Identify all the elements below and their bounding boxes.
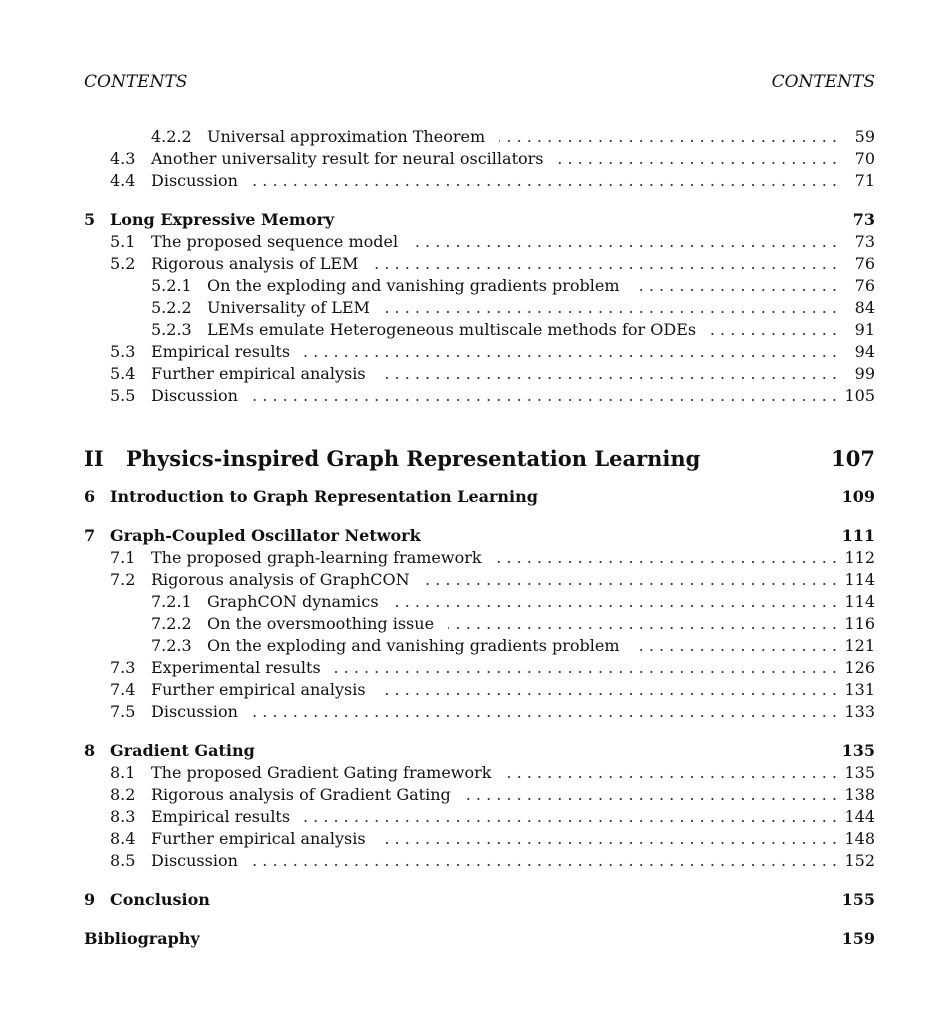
- toc-entry[interactable]: 5.2.3 LEMs emulate Heterogeneous multiscale methods for ODEs . . . 91: [84, 319, 875, 341]
- toc-entry-page: 70: [854, 149, 875, 168]
- leader-dots: [380, 828, 837, 850]
- leader-dots: [710, 319, 837, 341]
- toc-entry[interactable]: 8.3 Empirical results . . . 144: [84, 806, 875, 828]
- toc-bibliography-title: Bibliography: [84, 929, 200, 948]
- toc-chapter[interactable]: 6 Introduction to Graph Representation Learning 109: [84, 487, 875, 506]
- toc-entry-title: Rigorous analysis of LEM: [151, 254, 364, 273]
- toc-entry[interactable]: 7.2.1 GraphCON dynamics . . . 114: [84, 591, 875, 613]
- toc-entry-page: 126: [844, 658, 875, 677]
- toc-chapter-title: Graph-Coupled Oscillator Network: [110, 526, 421, 545]
- toc-entry[interactable]: 7.3 Experimental results . . . 126: [84, 657, 875, 679]
- leader-dots: [252, 850, 837, 872]
- toc-entry[interactable]: 5.5 Discussion . . . 105: [84, 385, 875, 407]
- toc-entry[interactable]: 7.1 The proposed graph-learning framework . . . 112: [84, 547, 875, 569]
- leader-dots: [304, 341, 837, 363]
- toc-entry-title: The proposed sequence model: [151, 232, 404, 251]
- toc-entry-page: 84: [854, 298, 875, 317]
- toc-chapter[interactable]: 9 Conclusion 155: [84, 890, 875, 909]
- toc-entry-title: Further empirical analysis: [151, 680, 372, 699]
- leader-dots: [393, 591, 837, 613]
- table-of-contents: [84, 126, 875, 950]
- toc-entry[interactable]: 7.4 Further empirical analysis . . . 131: [84, 679, 875, 701]
- running-header-left: CONTENTS: [84, 72, 188, 92]
- toc-entry-page: 73: [854, 232, 875, 251]
- toc-entry[interactable]: 4.3 Another universality result for neural oscillators . . . 70: [84, 148, 875, 170]
- toc-entry[interactable]: 7.2.3 On the exploding and vanishing gradients problem . . . 121: [84, 635, 875, 657]
- toc-entry-title: On the oversmoothing issue: [207, 614, 440, 633]
- toc-part-title: Physics-inspired Graph Representation Learning: [126, 446, 701, 471]
- toc-entry-title: Further empirical analysis: [151, 829, 372, 848]
- toc-entry-title: Discussion: [151, 702, 244, 721]
- toc-entry[interactable]: 4.2.2 Universal approximation Theorem . . . 59: [84, 126, 875, 148]
- toc-bibliography[interactable]: [84, 928, 875, 950]
- toc-entry-title: LEMs emulate Heterogeneous multiscale methods for ODEs: [207, 320, 702, 339]
- leader-dots: [384, 297, 837, 319]
- leader-dots: [412, 231, 837, 253]
- toc-entry-title: Rigorous analysis of Gradient Gating: [151, 785, 457, 804]
- toc-entry[interactable]: 7.2 Rigorous analysis of GraphCON . . . 114: [84, 569, 875, 591]
- toc-entry-title: Discussion: [151, 851, 244, 870]
- leader-dots: [499, 126, 837, 148]
- toc-entry-title: On the exploding and vanishing gradients problem: [207, 276, 626, 295]
- toc-part-page: 107: [831, 446, 875, 471]
- toc-entry-page: 76: [854, 254, 875, 273]
- toc-entry-title: GraphCON dynamics: [207, 592, 385, 611]
- toc-chapter-title: Long Expressive Memory: [110, 210, 335, 229]
- leader-dots: [380, 363, 837, 385]
- leader-dots: [372, 253, 837, 275]
- toc-entry-title: Discussion: [151, 171, 244, 190]
- toc-entry-page: 138: [844, 785, 875, 804]
- running-header-right: CONTENTS: [771, 72, 875, 92]
- toc-entry-title: Another universality result for neural oscillators: [151, 149, 550, 168]
- toc-entry-title: Empirical results: [151, 342, 296, 361]
- toc-entry-page: 91: [854, 320, 875, 339]
- toc-entry-page: 112: [844, 548, 875, 567]
- toc-entry-title: The proposed Gradient Gating framework: [151, 763, 497, 782]
- toc-bibliography-page: 159: [841, 929, 875, 948]
- toc-entry-page: 59: [854, 127, 875, 146]
- toc-chapter-title: Gradient Gating: [110, 741, 255, 760]
- toc-entry[interactable]: 4.4 Discussion . . . 71: [84, 170, 875, 192]
- toc-entry-page: 121: [844, 636, 875, 655]
- toc-entry[interactable]: 5.2.1 On the exploding and vanishing gradients problem . . . 76: [84, 275, 875, 297]
- toc-part[interactable]: II Physics-inspired Graph Representation Learning 107: [84, 446, 875, 471]
- toc-chapter-page: 109: [841, 487, 875, 506]
- leader-dots: [465, 784, 837, 806]
- toc-entry-page: 105: [844, 386, 875, 405]
- leader-dots: [634, 275, 837, 297]
- leader-dots: [634, 635, 837, 657]
- toc-chapter-page: 135: [841, 741, 875, 760]
- toc-entry-page: 135: [844, 763, 875, 782]
- toc-entry-title: Universal approximation Theorem: [207, 127, 491, 146]
- leader-dots: [252, 170, 837, 192]
- leader-dots: [505, 762, 837, 784]
- toc-entry-page: 114: [844, 570, 875, 589]
- toc-chapter[interactable]: 8 Gradient Gating 135: [84, 741, 875, 760]
- toc-chapter[interactable]: 5 Long Expressive Memory 73: [84, 210, 875, 229]
- leader-dots: [380, 679, 837, 701]
- toc-entry[interactable]: 8.4 Further empirical analysis . . . 148: [84, 828, 875, 850]
- leader-dots: [496, 547, 837, 569]
- toc-entry-page: 152: [844, 851, 875, 870]
- toc-chapter-title: Introduction to Graph Representation Learning: [110, 487, 538, 506]
- toc-entry-page: 99: [854, 364, 875, 383]
- toc-entry[interactable]: 5.3 Empirical results . . . 94: [84, 341, 875, 363]
- toc-entry-page: 144: [844, 807, 875, 826]
- leader-dots: [335, 657, 837, 679]
- toc-entry[interactable]: 8.1 The proposed Gradient Gating framework . . . 135: [84, 762, 875, 784]
- toc-entry[interactable]: 5.1 The proposed sequence model . . . 73: [84, 231, 875, 253]
- toc-entry-page: 148: [844, 829, 875, 848]
- toc-entry-title: Further empirical analysis: [151, 364, 372, 383]
- toc-chapter[interactable]: 7 Graph-Coupled Oscillator Network 111: [84, 526, 875, 545]
- toc-entry-page: 133: [844, 702, 875, 721]
- toc-entry-title: Empirical results: [151, 807, 296, 826]
- toc-chapter-page: 155: [841, 890, 875, 909]
- toc-entry-page: 114: [844, 592, 875, 611]
- toc-entry-page: 71: [854, 171, 875, 190]
- toc-entry-title: Rigorous analysis of GraphCON: [151, 570, 416, 589]
- toc-entry-page: 94: [854, 342, 875, 361]
- leader-dots: [424, 569, 837, 591]
- leader-dots: [252, 385, 837, 407]
- toc-entry-page: 116: [844, 614, 875, 633]
- toc-chapter-title: Conclusion: [110, 890, 210, 909]
- toc-entry[interactable]: 5.2.2 Universality of LEM . . . 84: [84, 297, 875, 319]
- toc-entry-title: Discussion: [151, 386, 244, 405]
- toc-chapter-page: 73: [852, 210, 875, 229]
- toc-entry[interactable]: 8.2 Rigorous analysis of Gradient Gating . . . 138: [84, 784, 875, 806]
- leader-dots: [448, 613, 837, 635]
- toc-entry-title: On the exploding and vanishing gradients problem: [207, 636, 626, 655]
- toc-entry-title: The proposed graph-learning framework: [151, 548, 488, 567]
- leader-dots: [304, 806, 837, 828]
- leader-dots: [252, 701, 837, 723]
- leader-dots: [558, 148, 837, 170]
- toc-entry[interactable]: 5.4 Further empirical analysis . . . 99: [84, 363, 875, 385]
- toc-chapter-page: 111: [841, 526, 875, 545]
- toc-entry-title: Universality of LEM: [207, 298, 376, 317]
- toc-entry[interactable]: 8.5 Discussion . . . 152: [84, 850, 875, 872]
- toc-entry[interactable]: 7.2.2 On the oversmoothing issue . . . 116: [84, 613, 875, 635]
- toc-entry-title: Experimental results: [151, 658, 327, 677]
- toc-entry[interactable]: 7.5 Discussion . . . 133: [84, 701, 875, 723]
- toc-entry-page: 76: [854, 276, 875, 295]
- toc-entry[interactable]: 5.2 Rigorous analysis of LEM . . . 76: [84, 253, 875, 275]
- toc-entry-page: 131: [844, 680, 875, 699]
